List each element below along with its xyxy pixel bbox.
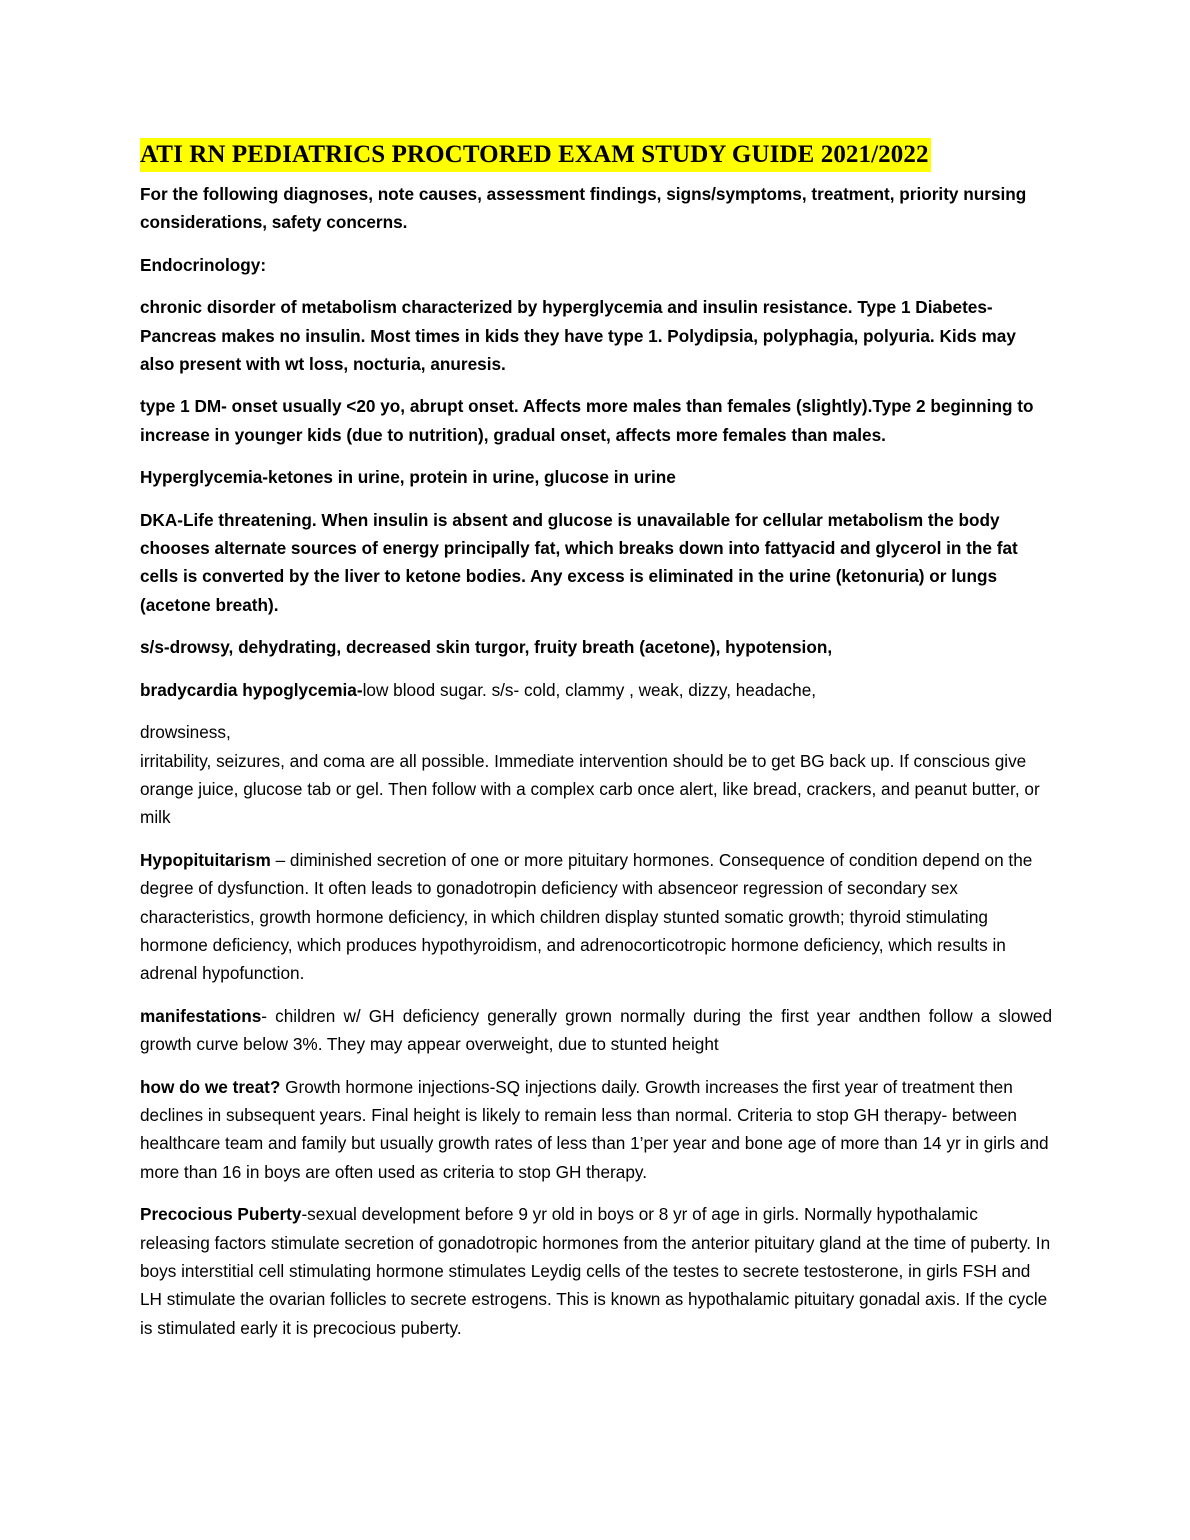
treatment-paragraph: [140, 1073, 1052, 1187]
drowsiness-line: drowsiness,: [140, 722, 231, 743]
hypopituitarism-term: Hypopituitarism: [140, 849, 271, 870]
hypoglycemia-text: low blood sugar. s/s- cold, clammy , weak, dizzy, headache,: [362, 679, 817, 700]
manifestations-paragraph: [140, 1002, 1052, 1059]
dka-paragraph: DKA-Life threatening. When insulin is absent and glucose is unavailable for cellular metabolism the body chooses alternate sources of energy principally fat, which breaks down into fattyacid and glycerol in the fat cells is converted by the liver to ketone bodies. Any excess is eliminated in the urine (ketonuria) or lungs (acetone breath).: [140, 509, 1018, 615]
treatment-text: Growth hormone injections-SQ injections daily. Growth increases the first year of treatment then declines in subsequent years. Final height is likely to remain less than normal. Criteria to stop GH therapy- between healthcare team and family but usually growth rates of less than 1’per year and bone age of more than 14 yr in girls and more than 16 in boys are often used as criteria to stop GH therapy.: [140, 1076, 1049, 1182]
intro-paragraph: For the following diagnoses, note causes, assessment findings, signs/symptoms, treatment, priority nursing considerations, safety concerns.: [140, 184, 1027, 233]
hypoglycemia-paragraph: [140, 676, 1052, 704]
hypoglycemia-term: bradycardia hypoglycemia-: [140, 679, 363, 700]
document-body: [140, 138, 1052, 1356]
precocious-puberty-term: Precocious Puberty: [140, 1204, 302, 1225]
hypopituitarism-paragraph: [140, 846, 1052, 988]
treatment-term: how do we treat?: [140, 1076, 281, 1097]
precocious-puberty-paragraph: [140, 1200, 1052, 1342]
type1-paragraph: type 1 DM- onset usually <20 yo, abrupt onset. Affects more males than females (slightly).Type 2 beginning to increase in younger kids (due to nutrition), gradual onset, affects more females than males.: [140, 396, 1034, 445]
hyperglycemia-paragraph: Hyperglycemia-ketones in urine, protein in urine, glucose in urine: [140, 467, 676, 488]
hypopituitarism-text: – diminished secretion of one or more pituitary hormones. Consequence of condition depend on the degree of dysfunction. It often leads to gonadotropin deficiency with absenceor regression of secondary sex characteristics, growth hormone deficiency, in which children display stunted somatic growth; thyroid stimulating hormone deficiency, which produces hypothyroidism, and adrenocorticotropic hormone deficiency, which results in adrenal hypofunction.: [140, 849, 1033, 984]
precocious-puberty-text: -sexual development before 9 yr old in boys or 8 yr of age in girls. Normally hypothalamic releasing factors stimulate secretion of gonadotropic hormones from the anterior pituitary gland at the time of puberty. In boys interstitial cell stimulating hormone stimulates Leydig cells of the testes to secrete testosterone, in girls FSH and LH stimulate the ovarian follicles to secrete estrogens. This is known as hypothalamic pituitary gonadal axis. If the cycle is stimulated early it is precocious puberty.: [140, 1204, 1051, 1338]
page-title: ATI RN PEDIATRICS PROCTORED EXAM STUDY GUIDE 2021/2022: [140, 138, 931, 172]
section-heading: Endocrinology:: [140, 254, 267, 275]
diabetes-paragraph: chronic disorder of metabolism characterized by hyperglycemia and insulin resistance. Type 1 Diabetes-Pancreas makes no insulin. Most times in kids they have type 1. Polydipsia, polyphagia, polyuria. Kids may also present with wt loss, nocturia, anuresis.: [140, 297, 1016, 375]
irritability-paragraph: irritability, seizures, and coma are all possible. Immediate intervention should be to get BG back up. If conscious give orange juice, glucose tab or gel. Then follow with a complex carb once alert, like bread, crackers, and peanut butter, or milk: [140, 750, 1040, 828]
manifestations-term: manifestations: [140, 1005, 262, 1026]
manifestations-text: - children w/ GH deficiency generally grown normally during the first year andthen follow a slowed growth curve below 3%. They may appear overweight, due to stunted height: [140, 1005, 1052, 1055]
signs-symptoms-paragraph: s/s-drowsy, dehydrating, decreased skin turgor, fruity breath (acetone), hypotension,: [140, 637, 833, 658]
